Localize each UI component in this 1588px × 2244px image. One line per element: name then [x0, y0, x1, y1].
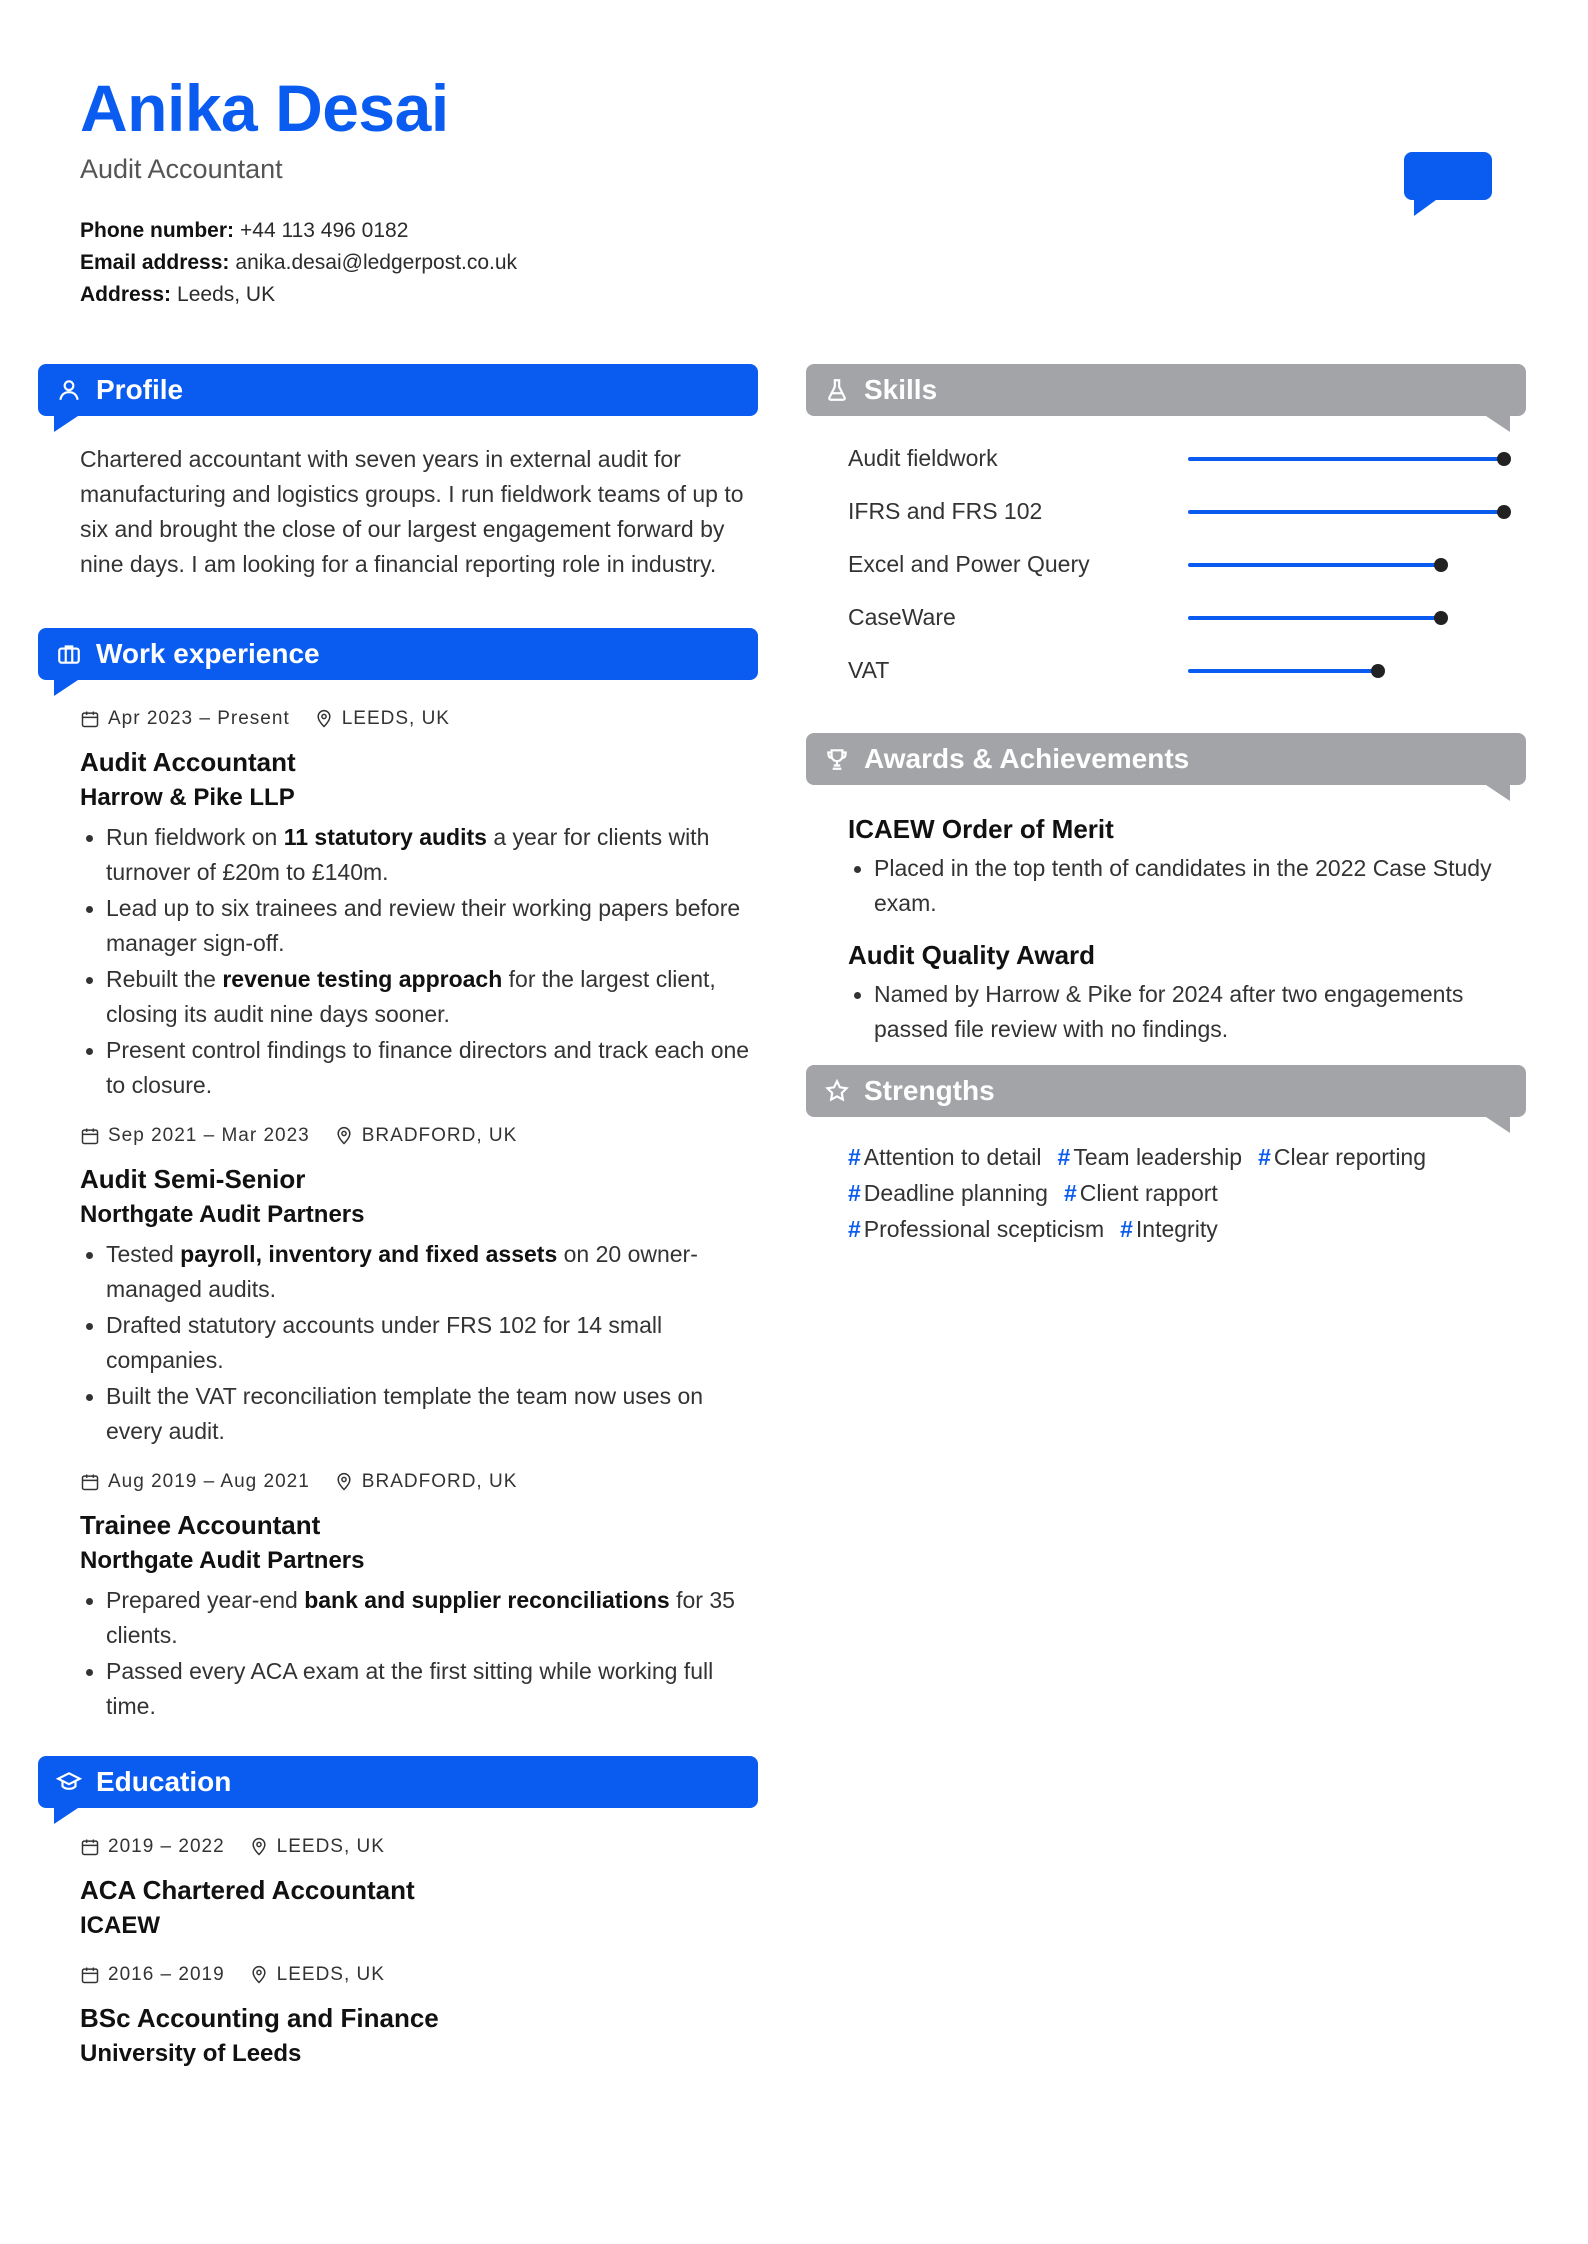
work-list: [38, 680, 758, 1724]
skill-row: [848, 644, 1526, 697]
skill-level-bar: [1188, 616, 1504, 620]
person-icon: [54, 375, 84, 405]
job-bullets: [80, 820, 758, 1103]
skill-level-fill: [1188, 669, 1378, 673]
left-column: [38, 364, 758, 2092]
skill-level-marker: [1434, 558, 1448, 572]
address-value: Leeds, UK: [177, 283, 276, 306]
job-title: Audit Accountant: [80, 154, 283, 184]
right-column: [806, 364, 1526, 1247]
bullet-text: Prepared year-end: [106, 1587, 305, 1613]
location-pin-icon: [249, 1965, 277, 1985]
skill-level-fill: [1188, 510, 1504, 514]
date-text: 2019 – 2022: [108, 1836, 225, 1857]
contact-block: [80, 215, 1500, 311]
strengths-heading-label: Strengths: [864, 1075, 995, 1106]
location-pin-icon: [334, 1126, 362, 1146]
job-bullets: [80, 1583, 758, 1724]
strengths-heading: [806, 1065, 1526, 1117]
strength-tag: [1058, 1139, 1243, 1175]
calendar-icon: [80, 1965, 108, 1985]
bullet-text: Passed every ACA exam at the first sitting while working full time.: [106, 1658, 714, 1719]
date-location-row: [80, 1964, 758, 1986]
degree: BSc Accounting and Finance: [80, 2003, 439, 2033]
date-location-row: [80, 708, 758, 730]
skill-list: [806, 416, 1526, 697]
award-title: ICAEW Order of Merit: [848, 814, 1114, 844]
date-location-row: [80, 1471, 758, 1493]
job-company: Harrow & Pike LLP: [80, 784, 295, 811]
award-entry: [848, 937, 1526, 1047]
skill-name: Excel and Power Query: [848, 551, 1090, 577]
hashtag-icon: #: [848, 1216, 861, 1242]
profile-heading: [38, 364, 758, 416]
award-description: Placed in the top tenth of candidates in the 2022 Case Study exam.: [848, 851, 1526, 921]
date-location-row: [80, 1836, 758, 1858]
flask-icon: [822, 375, 852, 405]
bullet-text: Present control findings to finance directors and track each one to closure.: [106, 1037, 750, 1098]
hashtag-icon: #: [848, 1180, 861, 1206]
strength-tag: [848, 1139, 1042, 1175]
skill-name: CaseWare: [848, 604, 956, 630]
skill-row: [848, 591, 1526, 644]
location-pin-icon: [249, 1837, 277, 1857]
email-label: Email address:: [80, 251, 230, 274]
bullet-text: on 20 owner-managed audits.: [106, 1241, 698, 1302]
job-bullet: [80, 1033, 758, 1103]
location-text: BRADFORD, UK: [361, 1471, 518, 1492]
bullet-highlight: revenue testing approach: [222, 966, 503, 992]
location: [334, 1125, 518, 1147]
location-pin-icon: [334, 1472, 362, 1492]
date-text: 2016 – 2019: [108, 1964, 225, 1985]
work-heading-label: Work experience: [96, 638, 320, 669]
education-entry: [80, 1964, 758, 2072]
phone-row: [80, 215, 1500, 247]
work-section: [38, 628, 758, 1724]
calendar-icon: [80, 1837, 108, 1857]
job-company: Northgate Audit Partners: [80, 1201, 365, 1228]
bullet-text: Drafted statutory accounts under FRS 102 for 14 small companies.: [106, 1312, 663, 1373]
bullet-highlight: payroll, inventory and fixed assets: [180, 1241, 558, 1267]
graduation-cap-icon: [54, 1767, 84, 1797]
hashtag-icon: #: [1258, 1144, 1271, 1170]
strength-tag: [848, 1211, 1104, 1247]
awards-section: [806, 733, 1526, 1047]
job-bullet: [80, 1308, 758, 1378]
bullet-text: a year for clients with turnover of £20m to £140m.: [106, 824, 710, 885]
skill-name: IFRS and FRS 102: [848, 498, 1043, 524]
job-bullet: [80, 891, 758, 961]
location-text: LEEDS, UK: [276, 1836, 385, 1857]
award-entry: [848, 811, 1526, 921]
strength-tag: [1064, 1175, 1218, 1211]
education-heading: [38, 1756, 758, 1808]
skill-level-bar: [1188, 669, 1504, 673]
education-heading-label: Education: [96, 1766, 232, 1797]
strength-tag: [1120, 1211, 1218, 1247]
date-text: Aug 2019 – Aug 2021: [108, 1471, 310, 1492]
strength-row: [848, 1139, 1526, 1175]
skill-level-bar: [1188, 510, 1504, 514]
skill-row: [848, 485, 1526, 538]
skill-level-fill: [1188, 563, 1441, 567]
skill-level-fill: [1188, 457, 1504, 461]
degree: ACA Chartered Accountant: [80, 1875, 415, 1905]
date-range: [80, 1836, 225, 1858]
awards-heading: [806, 733, 1526, 785]
award-bullets: [848, 977, 1526, 1047]
strength-label: Clear reporting: [1273, 1144, 1427, 1170]
job-bullets: [80, 1237, 758, 1449]
bullet-text: Tested: [106, 1241, 181, 1267]
strength-tag: [848, 1175, 1048, 1211]
job-company: Northgate Audit Partners: [80, 1547, 365, 1574]
strength-label: Attention to detail: [863, 1144, 1042, 1170]
strength-row: [848, 1175, 1526, 1211]
institution: University of Leeds: [80, 2040, 302, 2067]
calendar-icon: [80, 1126, 108, 1146]
skill-level-marker: [1497, 452, 1511, 466]
date-range: [80, 1125, 310, 1147]
award-list: [806, 785, 1526, 1047]
job-bullet: [80, 1379, 758, 1449]
education-list: [38, 1808, 758, 2072]
awards-heading-label: Awards & Achievements: [864, 743, 1190, 774]
location: [334, 1471, 518, 1493]
strength-list: [806, 1117, 1526, 1247]
date-range: [80, 1471, 310, 1493]
award-bullets: [848, 851, 1526, 921]
strength-row: [848, 1211, 1526, 1247]
skill-level-fill: [1188, 616, 1441, 620]
skill-level-marker: [1434, 611, 1448, 625]
award-title: Audit Quality Award: [848, 940, 1096, 970]
education-section: [38, 1756, 758, 2072]
profile-heading-label: Profile: [96, 374, 184, 405]
job-entry: [80, 708, 758, 1103]
job-bullet: [80, 1583, 758, 1653]
address-row: [80, 279, 1500, 311]
date-range: [80, 708, 290, 730]
skill-level-bar: [1188, 457, 1504, 461]
strength-label: Deadline planning: [863, 1180, 1048, 1206]
job-role: Audit Accountant: [80, 747, 296, 777]
location: [249, 1964, 385, 1986]
skills-section: [806, 364, 1526, 697]
calendar-icon: [80, 1472, 108, 1492]
email-value[interactable]: anika.desai@ledgerpost.co.uk: [235, 251, 518, 274]
education-entry: [80, 1836, 758, 1944]
skill-level-marker: [1371, 664, 1385, 678]
location-pin-icon: [314, 709, 342, 729]
hashtag-icon: #: [1063, 1180, 1077, 1206]
profile-section: [38, 364, 758, 582]
skill-name: Audit fieldwork: [848, 445, 998, 471]
star-icon: [822, 1076, 852, 1106]
strengths-section: [806, 1065, 1526, 1247]
date-location-row: [80, 1125, 758, 1147]
strength-tag: [1258, 1139, 1426, 1175]
bullet-text: for the largest client, closing its audit nine days sooner.: [106, 966, 716, 1027]
date-text: Sep 2021 – Mar 2023: [108, 1125, 310, 1146]
job-bullet: [80, 1654, 758, 1724]
hashtag-icon: #: [848, 1144, 861, 1170]
trophy-icon: [822, 744, 852, 774]
bullet-text: for 35 clients.: [106, 1587, 735, 1648]
strength-label: Team leadership: [1073, 1144, 1243, 1170]
job-entry: [80, 1125, 758, 1449]
strength-label: Professional scepticism: [863, 1216, 1105, 1242]
job-entry: [80, 1471, 758, 1724]
bullet-text: Lead up to six trainees and review their working papers before manager sign-off.: [106, 895, 741, 956]
institution: ICAEW: [80, 1912, 160, 1939]
job-role: Audit Semi-Senior: [80, 1164, 306, 1194]
job-role: Trainee Accountant: [80, 1510, 321, 1540]
job-bullet: [80, 962, 758, 1032]
bullet-highlight: bank and supplier reconciliations: [304, 1587, 670, 1613]
bullet-text: Built the VAT reconciliation template the team now uses on every audit.: [106, 1383, 704, 1444]
location-text: LEEDS, UK: [276, 1964, 385, 1985]
skill-row: [848, 538, 1526, 591]
skills-heading-label: Skills: [864, 374, 938, 405]
location-text: LEEDS, UK: [341, 708, 450, 729]
bullet-text: Rebuilt the: [106, 966, 223, 992]
calendar-icon: [80, 709, 108, 729]
date-text: Apr 2023 – Present: [108, 708, 290, 729]
bullet-text: Run fieldwork on: [106, 824, 284, 850]
strength-label: Integrity: [1135, 1216, 1218, 1242]
resume-header: [80, 64, 1500, 311]
job-bullet: [80, 820, 758, 890]
strength-label: Client rapport: [1079, 1180, 1218, 1206]
phone-label: Phone number:: [80, 219, 235, 242]
location-text: BRADFORD, UK: [361, 1125, 518, 1146]
speech-bubble-icon: [1404, 152, 1492, 200]
job-bullet: [80, 1237, 758, 1307]
bullet-highlight: 11 statutory audits: [283, 824, 487, 850]
work-heading: [38, 628, 758, 680]
hashtag-icon: #: [1120, 1216, 1133, 1242]
location: [249, 1836, 385, 1858]
profile-text: Chartered accountant with seven years in external audit for manufacturing and logistics groups. I run fieldwork teams of up to six and brought the close of our largest engagement forward by nine days. I am looking for a financial reporting role in industry.: [80, 446, 744, 577]
location: [314, 708, 450, 730]
award-description: Named by Harrow & Pike for 2024 after two engagements passed file review with no findings.: [848, 977, 1526, 1047]
email-row: [80, 247, 1500, 279]
hashtag-icon: #: [1057, 1144, 1071, 1170]
skill-level-marker: [1497, 505, 1511, 519]
skills-heading: [806, 364, 1526, 416]
phone-value: +44 113 496 0182: [240, 219, 409, 242]
briefcase-icon: [54, 639, 84, 669]
address-label: Address:: [80, 283, 172, 306]
candidate-name: Anika Desai: [80, 71, 449, 145]
skill-name: VAT: [848, 657, 890, 683]
date-range: [80, 1964, 225, 1986]
skill-row: [848, 432, 1526, 485]
skill-level-bar: [1188, 563, 1504, 567]
